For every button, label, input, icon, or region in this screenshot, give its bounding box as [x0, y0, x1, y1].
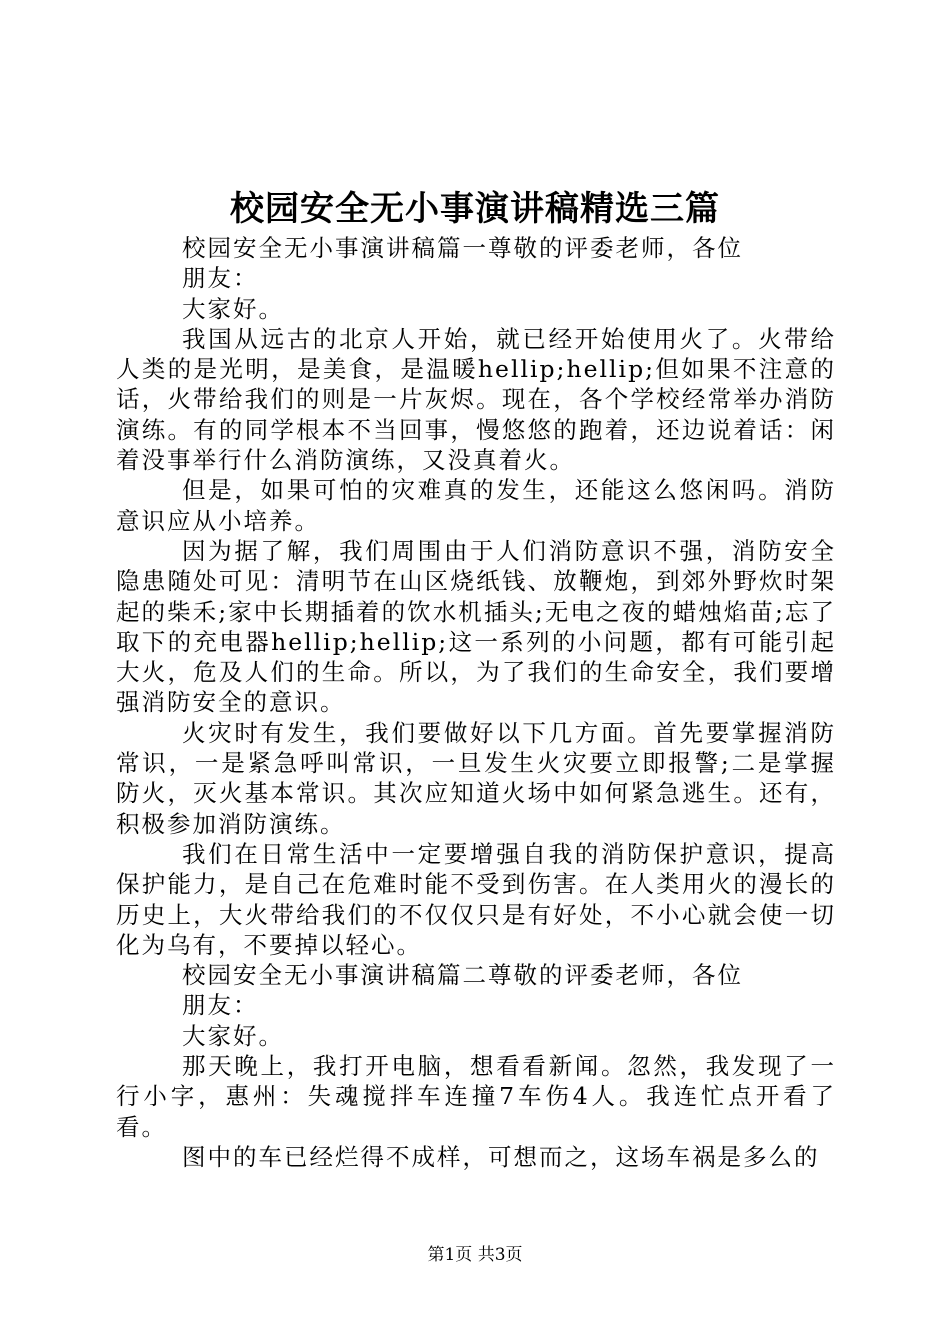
paragraph: 图中的车已经烂得不成样，可想而之，这场车祸是多么的: [182, 1142, 820, 1171]
paragraph: 校园安全无小事演讲稿篇一尊敬的评委老师，各位: [182, 234, 743, 262]
paragraph: 朋友：: [182, 264, 259, 293]
document-body: [116, 233, 836, 1172]
paragraph: 大家好。: [182, 1021, 284, 1050]
paragraph: 校园安全无小事演讲稿篇二尊敬的评委老师，各位: [182, 961, 743, 990]
paragraph: 火灾时有发生，我们要做好以下几方面。首先要掌握消防常识，一是紧急呼叫常识，一旦发生火灾要立即报警;二是掌握防火，灭火基本常识。其次应知道火场中如何紧急逃生。还有，积极参加消防演练。: [116, 718, 836, 838]
paragraph: 那天晚上，我打开电脑，想看看新闻。忽然，我发现了一行小字，惠州：失魂搅拌车连撞7车伤4人。我连忙点开看了看。: [116, 1052, 836, 1141]
paragraph: 我国从远古的北京人开始，就已经开始使用火了。火带给人类的是光明，是美食，是温暖hellip;hellip;但如果不注意的话，火带给我们的则是一片灰烬。现在，各个学校经常举办消防演练。有的同学根本不当回事，慢悠悠的跑着，还边说着话：闲着没事举行什么消防演练，又没真着火。: [116, 324, 836, 475]
paragraph: 但是，如果可怕的灾难真的发生，还能这么悠闲吗。消防意识应从小培养。: [116, 476, 836, 535]
page-footer: 第1页 共3页: [427, 1245, 523, 1265]
document-title: 校园安全无小事演讲稿精选三篇: [230, 189, 720, 229]
paragraph: 大家好。: [182, 294, 284, 323]
paragraph: 朋友：: [182, 991, 259, 1020]
paragraph: 我们在日常生活中一定要增强自我的消防保护意识，提高保护能力，是自己在危难时能不受到伤害。在人类用火的漫长的历史上，大火带给我们的不仅仅只是有好处，不小心就会使一切化为乌有，不要掉以轻心。: [116, 839, 836, 959]
paragraph: 因为据了解，我们周围由于人们消防意识不强，消防安全隐患随处可见：清明节在山区烧纸钱、放鞭炮，到郊外野炊时架起的柴禾;家中长期插着的饮水机插头;无电之夜的蜡烛焰苗;忘了取下的充电器hellip;hellip;这一系列的小问题，都有可能引起大火，危及人们的生命。所以，为了我们的生命安全，我们要增强消防安全的意识。: [116, 536, 836, 717]
